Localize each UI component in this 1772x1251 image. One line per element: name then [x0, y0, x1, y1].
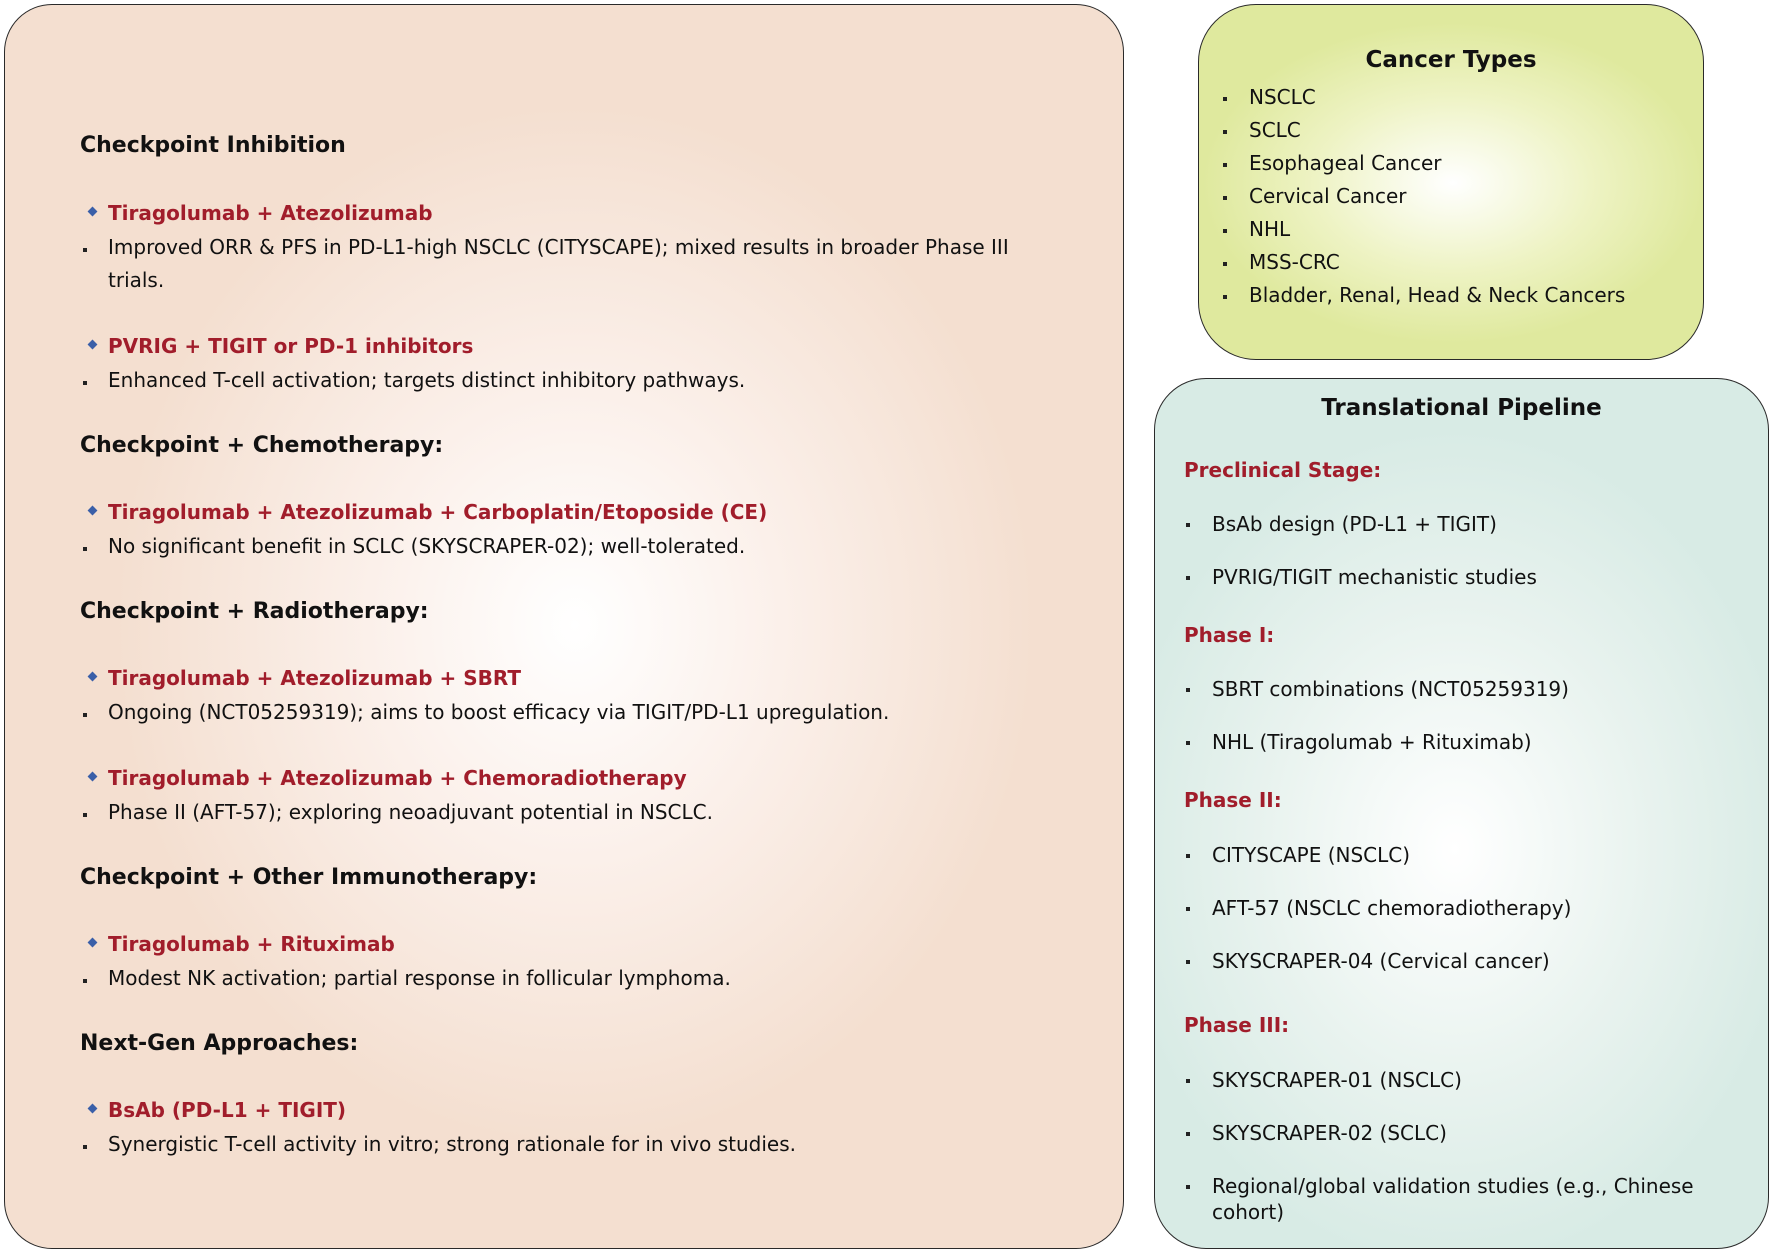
section-heading: Checkpoint + Radiotherapy:	[80, 599, 429, 624]
square-bullet-icon	[1186, 907, 1190, 911]
translational-pipeline-panel	[1154, 378, 1769, 1249]
combination-description: Enhanced T-cell activation; targets distinct inhibitory pathways.	[108, 368, 746, 392]
diamond-bullet-icon	[88, 1104, 98, 1114]
cancer-types-panel	[1198, 4, 1704, 360]
cancer-type-item: Esophageal Cancer	[1249, 151, 1442, 175]
pipeline-item: SBRT combinations (NCT05259319)	[1212, 677, 1569, 701]
square-bullet-icon	[1223, 130, 1227, 134]
square-bullet-icon	[83, 979, 87, 983]
combination-title: Tiragolumab + Atezolizumab + Carboplatin/Etoposide (CE)	[108, 500, 768, 524]
cancer-type-item: NSCLC	[1249, 85, 1316, 109]
diamond-bullet-icon	[88, 672, 98, 682]
pipeline-item: Regional/global validation studies (e.g., Chinese	[1212, 1174, 1694, 1198]
combination-description: Modest NK activation; partial response in follicular lymphoma.	[108, 966, 731, 990]
combination-title: PVRIG + TIGIT or PD-1 inhibitors	[108, 334, 474, 358]
square-bullet-icon	[1186, 523, 1190, 527]
section-heading: Checkpoint Inhibition	[80, 133, 346, 158]
diamond-bullet-icon	[88, 506, 98, 516]
diamond-bullet-icon	[88, 938, 98, 948]
square-bullet-icon	[83, 813, 87, 817]
square-bullet-icon	[1223, 97, 1227, 101]
combination-description: Phase II (AFT-57); exploring neoadjuvant potential in NSCLC.	[108, 800, 713, 824]
combination-description: trials.	[108, 268, 165, 292]
square-bullet-icon	[1223, 196, 1227, 200]
square-bullet-icon	[1223, 295, 1227, 299]
square-bullet-icon	[83, 547, 87, 551]
stage-label: Preclinical Stage:	[1184, 458, 1382, 482]
square-bullet-icon	[1186, 688, 1190, 692]
combination-title: BsAb (PD-L1 + TIGIT)	[108, 1098, 347, 1122]
stage-label: Phase III:	[1184, 1013, 1290, 1037]
square-bullet-icon	[1186, 576, 1190, 580]
cancer-type-item: SCLC	[1249, 118, 1301, 142]
square-bullet-icon	[1186, 960, 1190, 964]
combination-description: No significant benefit in SCLC (SKYSCRAPER-02); well-tolerated.	[108, 534, 746, 558]
combination-description: Synergistic T-cell activity in vitro; strong rationale for in vivo studies.	[108, 1132, 797, 1156]
cancer-type-item: MSS-CRC	[1249, 250, 1340, 274]
stage-label: Phase I:	[1184, 623, 1275, 647]
pipeline-title: Translational Pipeline	[1321, 395, 1602, 421]
square-bullet-icon	[1186, 1132, 1190, 1136]
pipeline-item-continuation: cohort)	[1212, 1200, 1285, 1224]
square-bullet-icon	[1186, 741, 1190, 745]
section-heading: Checkpoint + Chemotherapy:	[80, 433, 444, 458]
pipeline-item: CITYSCAPE (NSCLC)	[1212, 843, 1411, 867]
square-bullet-icon	[1223, 163, 1227, 167]
square-bullet-icon	[83, 381, 87, 385]
cancer-type-item: NHL	[1249, 217, 1291, 241]
section-heading: Next-Gen Approaches:	[80, 1031, 359, 1056]
cancer-types-title: Cancer Types	[1365, 47, 1537, 73]
diamond-bullet-icon	[88, 207, 98, 217]
square-bullet-icon	[83, 713, 87, 717]
square-bullet-icon	[83, 1145, 87, 1149]
combination-description: Improved ORR & PFS in PD-L1-high NSCLC (CITYSCAPE); mixed results in broader Phase III	[108, 235, 1009, 259]
combination-description: Ongoing (NCT05259319); aims to boost efficacy via TIGIT/PD-L1 upregulation.	[108, 700, 890, 724]
combination-title: Tiragolumab + Atezolizumab	[108, 201, 433, 225]
cancer-type-item: Cervical Cancer	[1249, 184, 1407, 208]
combination-title: Tiragolumab + Atezolizumab + Chemoradiotherapy	[108, 766, 687, 790]
square-bullet-icon	[1186, 854, 1190, 858]
combination-title: Tiragolumab + Atezolizumab + SBRT	[108, 666, 522, 690]
diamond-bullet-icon	[88, 340, 98, 350]
square-bullet-icon	[1186, 1079, 1190, 1083]
therapy-combinations-panel	[4, 4, 1124, 1249]
diamond-bullet-icon	[88, 772, 98, 782]
pipeline-item: PVRIG/TIGIT mechanistic studies	[1212, 565, 1537, 589]
pipeline-item: SKYSCRAPER-04 (Cervical cancer)	[1212, 949, 1550, 973]
square-bullet-icon	[1186, 1185, 1190, 1189]
pipeline-item: SKYSCRAPER-02 (SCLC)	[1212, 1121, 1447, 1145]
square-bullet-icon	[83, 248, 87, 252]
section-heading: Checkpoint + Other Immunotherapy:	[80, 865, 538, 890]
square-bullet-icon	[1223, 262, 1227, 266]
pipeline-item: NHL (Tiragolumab + Rituximab)	[1212, 730, 1532, 754]
cancer-type-item: Bladder, Renal, Head & Neck Cancers	[1249, 283, 1626, 307]
square-bullet-icon	[1223, 229, 1227, 233]
pipeline-item: BsAb design (PD-L1 + TIGIT)	[1212, 512, 1497, 536]
combination-title: Tiragolumab + Rituximab	[108, 932, 395, 956]
stage-label: Phase II:	[1184, 788, 1282, 812]
pipeline-item: AFT-57 (NSCLC chemoradiotherapy)	[1212, 896, 1572, 920]
pipeline-item: SKYSCRAPER-01 (NSCLC)	[1212, 1068, 1462, 1092]
